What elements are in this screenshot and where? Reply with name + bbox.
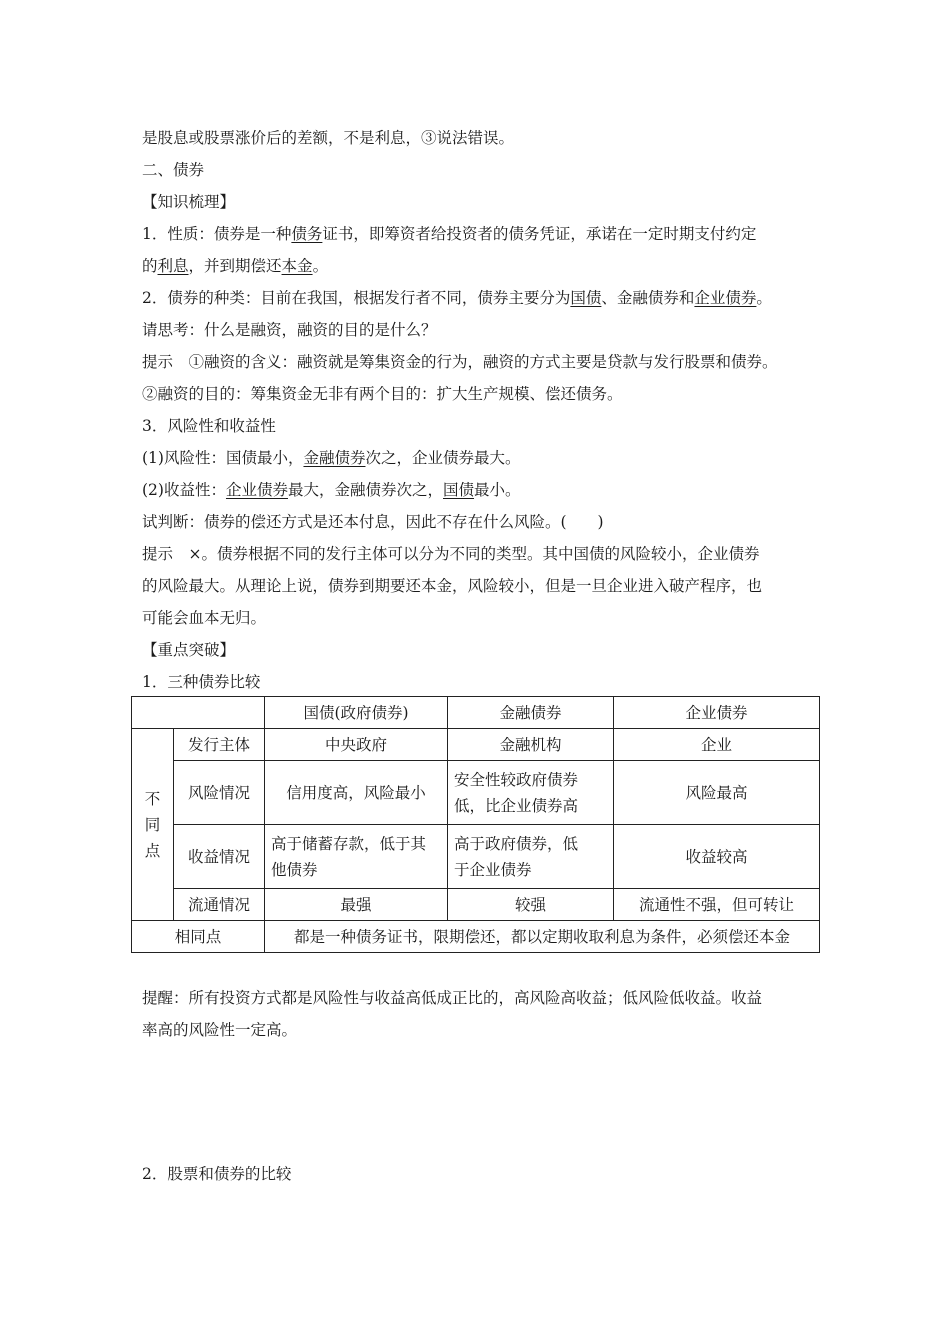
table-header: 国债(政府债券) xyxy=(265,697,448,729)
table-cell: 流通性不强，但可转让 xyxy=(614,889,820,921)
table-row xyxy=(132,921,820,953)
table-header: 企业债券 xyxy=(614,697,820,729)
table-cell: 较强 xyxy=(448,889,614,921)
table-cell: 信用度高，风险最小 xyxy=(265,761,448,825)
underlined-answer: 企业债券 xyxy=(694,289,757,307)
section-heading: 二、债券 xyxy=(142,161,205,179)
underlined-answer: 国债 xyxy=(443,481,475,499)
text-line: 2．股票和债券的比较 xyxy=(142,1165,292,1183)
table-cell: 中央政府 xyxy=(265,729,448,761)
table-header: 金融债券 xyxy=(448,697,614,729)
text-line: 2．债券的种类：目前在我国，根据发行者不同，债券主要分为国债、金融债券和企业债券。 xyxy=(142,289,772,307)
table-cell: 都是一种债务证书，限期偿还，都以定期收取利息为条件，必须偿还本金 xyxy=(265,921,820,953)
table-header-row xyxy=(132,697,820,729)
table-cell: 企业 xyxy=(614,729,820,761)
table-cell: 高于政府债券，低 于企业债券 xyxy=(448,825,614,889)
row-label: 风险情况 xyxy=(174,761,265,825)
text-line: 提示 ×。债券根据不同的发行主体可以分为不同的类型。其中国债的风险较小，企业债券 xyxy=(142,545,760,563)
group-label-cell: 不 同 点 xyxy=(132,729,174,921)
text-line: 的利息，并到期偿还本金。 xyxy=(142,257,329,275)
text-line: 的风险最大。从理论上说，债券到期要还本金，风险较小，但是一旦企业进入破产程序，也 xyxy=(142,577,763,595)
underlined-answer: 利息 xyxy=(157,257,189,275)
table-cell: 高于储蓄存款，低于其 他债券 xyxy=(265,825,448,889)
underlined-answer: 企业债券 xyxy=(225,481,288,499)
text-line: 试判断：债券的偿还方式是还本付息，因此不存在什么风险。( ) xyxy=(142,513,604,531)
underlined-answer: 国债 xyxy=(570,289,602,307)
text-line: 1．三种债券比较 xyxy=(142,673,261,691)
table-cell: 风险最高 xyxy=(614,761,820,825)
text-line: 请思考：什么是融资，融资的目的是什么？ xyxy=(142,321,437,339)
table-row xyxy=(132,889,820,921)
text-line: (2)收益性：企业债券最大，金融债券次之，国债最小。 xyxy=(142,481,521,499)
table-corner-cell xyxy=(132,697,265,729)
table-row xyxy=(132,761,820,825)
text-line: (1)风险性：国债最小，金融债券次之，企业债券最大。 xyxy=(142,449,521,467)
underlined-answer: 本金 xyxy=(281,257,313,275)
row-label: 发行主体 xyxy=(174,729,265,761)
text-line: 提示 ①融资的含义：融资就是筹集资金的行为，融资的方式主要是贷款与发行股票和债券。 xyxy=(142,353,778,371)
underlined-answer: 金融债券 xyxy=(303,449,366,467)
bond-comparison-table xyxy=(131,696,820,953)
row-label: 流通情况 xyxy=(174,889,265,921)
text-line: 率高的风险性一定高。 xyxy=(142,1021,298,1039)
text-line: 是股息或股票涨价后的差额，不是利息，③说法错误。 xyxy=(142,129,515,147)
text-line: ②融资的目的：筹集资金无非有两个目的：扩大生产规模、偿还债务。 xyxy=(142,385,623,403)
table-cell: 安全性较政府债券 低，比企业债券高 xyxy=(448,761,614,825)
subsection-heading: 【重点突破】 xyxy=(142,641,236,659)
text-line: 1．性质：债券是一种债务证书，即筹资者给投资者的债务凭证，承诺在一定时期支付约定 xyxy=(142,225,757,243)
text-line: 3．风险性和收益性 xyxy=(142,417,276,435)
table-cell: 金融机构 xyxy=(448,729,614,761)
row-label: 相同点 xyxy=(132,921,265,953)
table-cell: 最强 xyxy=(265,889,448,921)
subsection-heading: 【知识梳理】 xyxy=(142,193,236,211)
text-line: 可能会血本无归。 xyxy=(142,609,267,627)
table-cell: 收益较高 xyxy=(614,825,820,889)
text-line: 提醒：所有投资方式都是风险性与收益高低成正比的，高风险高收益；低风险低收益。收益 xyxy=(142,989,763,1007)
table-row xyxy=(132,825,820,889)
row-label: 收益情况 xyxy=(174,825,265,889)
table-row xyxy=(132,729,820,761)
underlined-answer: 债务 xyxy=(291,225,323,243)
